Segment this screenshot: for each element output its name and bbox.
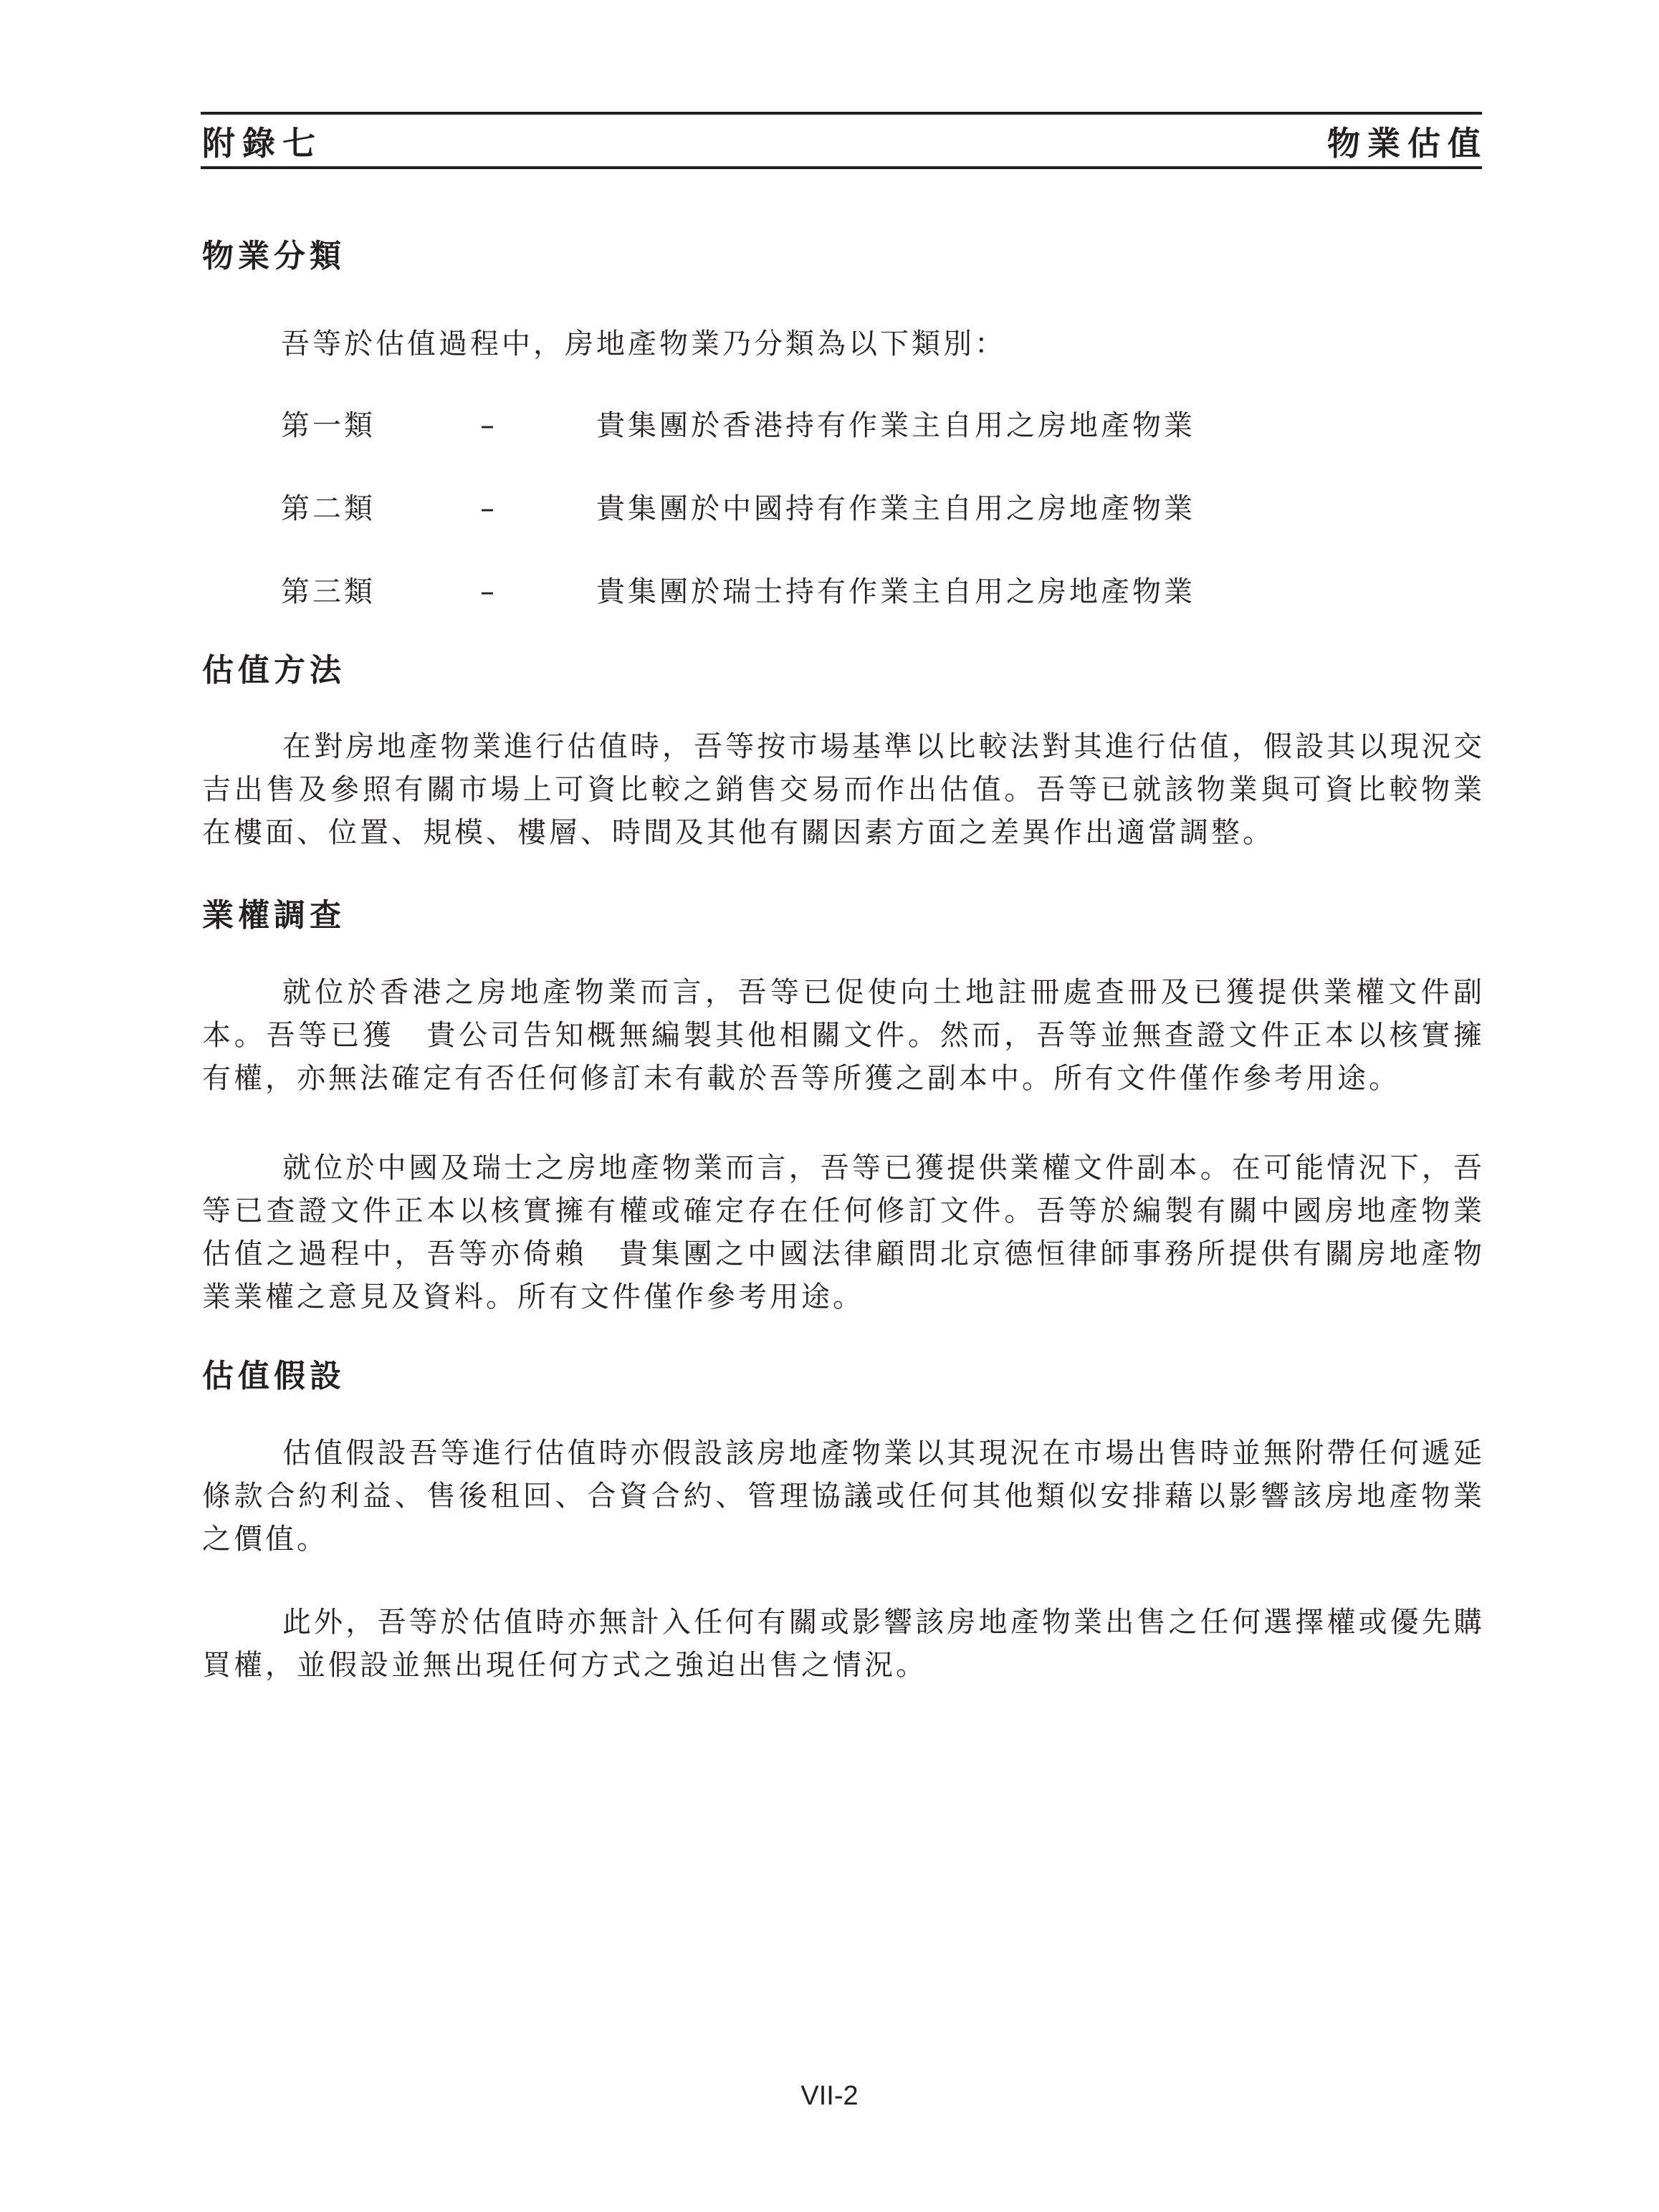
category-description: 貴集團於香港持有作業主自用之房地產物業 [596,409,1195,442]
assumptions-paragraph-2: 此外，吾等於估值時亦無計入任何有關或影響該房地產物業出售之任何選擇權或優先購買權，並假設並無出現任何方式之強迫出售之情況。 [202,1606,1485,1682]
category-dash: – [480,492,497,525]
heading-classification: 物業分類 [202,238,345,274]
category-row [281,489,1284,529]
category-row [281,406,1284,446]
category-label: 第一類 [281,409,376,442]
appendix-title: 附錄七 [202,124,322,163]
category-label: 第二類 [281,492,376,525]
assumptions-paragraph-1: 估值假設吾等進行估值時亦假設該房地產物業以其現況在市場出售時並無附帶任何遞延條款合約利益、售後租回、合資合約、管理協議或任何其他類似安排藉以影響該房地產物業之價值。 [202,1437,1485,1556]
category-label: 第三類 [281,575,376,608]
category-row [281,572,1284,612]
page-number: VII-2 [800,2081,859,2111]
heading-title-investigation: 業權調查 [202,897,345,934]
section-title: 物業估值 [1327,124,1488,163]
classification-intro: 吾等於估值過程中，房地產物業乃分類為以下類別： [281,327,1006,360]
heading-valuation-method: 估值方法 [202,652,345,689]
page-header [201,112,1488,169]
valuation-method-paragraph: 在對房地產物業進行估值時，吾等按市場基準以比較法對其進行估值，假設其以現況交吉出售及參照有關市場上可資比較之銷售交易而作出估值。吾等已就該物業與可資比較物業在樓面、位置、規模、樓層、時間及其他有關因素方面之差異作出適當調整。 [202,730,1485,849]
category-description: 貴集團於瑞士持有作業主自用之房地產物業 [596,575,1195,608]
category-description: 貴集團於中國持有作業主自用之房地產物業 [596,492,1195,525]
heading-valuation-assumptions: 估值假設 [202,1358,345,1394]
category-dash: – [480,409,497,442]
title-investigation-paragraph-2: 就位於中國及瑞士之房地產物業而言，吾等已獲提供業權文件副本。在可能情況下，吾等已查證文件正本以核實擁有權或確定存在任何修訂文件。吾等於編製有關中國房地產物業估值之過程中，吾等亦倚賴 貴集團之中國法律顧問北京德恒律師事務所提供有關房地產物業業權之意見及資料。所有文件僅作參考用途。 [202,1152,1485,1313]
title-investigation-paragraph-1: 就位於香港之房地產物業而言，吾等已促使向土地註冊處查冊及已獲提供業權文件副本。吾等已獲 貴公司告知概無編製其他相關文件。然而，吾等並無查證文件正本以核實擁有權，亦無法確定有否任何修訂未有載於吾等所獲之副本中。所有文件僅作參考用途。 [202,976,1485,1095]
category-dash: – [480,575,497,608]
